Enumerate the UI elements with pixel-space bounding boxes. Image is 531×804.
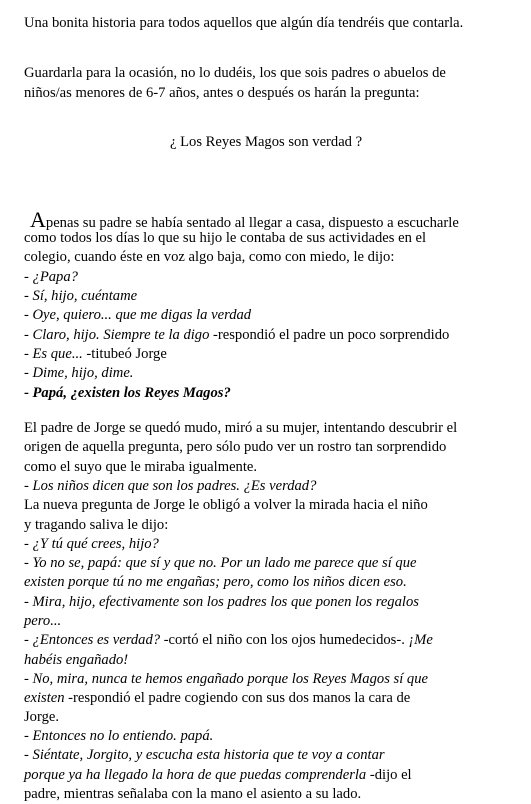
story-text-span: porque ya ha llegado la hora de que puedas comprenderla	[24, 767, 367, 783]
story-line	[24, 766, 412, 785]
story-text-span: -	[24, 478, 33, 494]
story-line	[24, 651, 128, 670]
story-text-span: existen porque tú no me engañas; pero, como los niños dicen eso.	[24, 574, 407, 590]
story-text-span: Jorge.	[24, 709, 59, 725]
story-text-span: padre, mientras señalaba con la mano el asiento a su lado.	[24, 786, 362, 802]
story-line	[24, 689, 410, 708]
story-line	[24, 364, 133, 383]
story-text-span: como todos los días lo que su hijo le contaba de sus actividades en el	[24, 230, 427, 246]
story-text-span: Sí, hijo, cuéntame	[32, 288, 138, 304]
story-text-span: -	[24, 269, 33, 285]
story-text-span: -cortó el niño con los ojos humedecidos-.	[160, 632, 409, 648]
story-text-span: -	[24, 747, 33, 763]
story-text-span: y tragando saliva le dijo:	[24, 517, 169, 533]
story-text-span: -	[24, 632, 33, 648]
story-line	[24, 477, 316, 496]
story-text-span: Mira, hijo, efectivamente son los padres los que ponen los regalos	[32, 594, 419, 610]
story-line	[24, 268, 78, 287]
intro-line: niños/as menores de 6-7 años, antes o después os harán la pregunta:	[24, 85, 420, 101]
story-line	[24, 345, 167, 364]
story-line	[24, 670, 428, 689]
story-text-span: Claro, hijo. Siempre te la digo	[32, 327, 210, 343]
story-line	[24, 229, 426, 248]
story-text-span: -	[24, 385, 33, 401]
story-text-span: -	[24, 327, 33, 343]
story-text-span: pero...	[24, 613, 62, 629]
story-text-span: -dijo el	[366, 767, 412, 783]
story-text-span: -	[24, 671, 33, 687]
story-text-span: Entonces no lo entiendo. papá.	[32, 728, 214, 744]
question-heading: ¿ Los Reyes Magos son verdad ?	[170, 134, 363, 150]
story-text-span: ¿Papa?	[32, 269, 78, 285]
story-text-span: -respondió el padre cogiendo con sus dos manos la cara de	[64, 690, 411, 706]
story-text-span: como el suyo que le miraba igualmente.	[24, 459, 258, 475]
story-line	[24, 535, 159, 554]
story-line	[24, 746, 385, 765]
story-text-span: -titubeó Jorge	[82, 346, 167, 362]
story-text-span: Oye, quiero... que me digas la verdad	[32, 307, 252, 323]
story-text-span: El padre de Jorge se quedó mudo, miró a su mujer, intentando descubrir el	[24, 420, 458, 436]
story-text-span: origen de aquella pregunta, pero sólo pudo ver un rostro tan sorprendido	[24, 439, 447, 455]
drop-cap: A	[30, 207, 46, 232]
story-line	[24, 306, 251, 325]
story-text-span: -	[24, 536, 33, 552]
story-text-span: -	[24, 555, 33, 571]
story-line	[24, 384, 231, 403]
story-text-span: La nueva pregunta de Jorge le obligó a volver la mirada hacia el niño	[24, 497, 428, 513]
story-text-span: Papá, ¿existen los Reyes Magos?	[32, 385, 231, 401]
story-text-span: Dime, hijo, dime.	[32, 365, 134, 381]
story-text-span: -	[24, 307, 33, 323]
story-line	[24, 554, 417, 573]
story-text-span: -respondió el padre un poco sorprendido	[209, 327, 450, 343]
story-text-span: -	[24, 288, 33, 304]
story-line	[24, 631, 433, 650]
story-line	[24, 573, 407, 592]
story-text-span: Yo no se, papá: que sí y que no. Por un lado me parece que sí que	[32, 555, 417, 571]
story-line	[24, 438, 446, 457]
story-text-span: ¿Y tú qué crees, hijo?	[32, 536, 159, 552]
story-text-span: habéis engañado!	[24, 652, 129, 668]
story-line	[24, 612, 61, 631]
story-text-span: colegio, cuando éste en voz algo baja, como con miedo, le dijo:	[24, 249, 395, 265]
story-text-span: ¿Entonces es verdad?	[32, 632, 161, 648]
story-text-span: ¡Me	[408, 632, 433, 648]
story-line	[24, 727, 213, 746]
story-line	[24, 287, 137, 306]
story-text-span: -	[24, 346, 33, 362]
story-text-span: -	[24, 728, 33, 744]
story-text-span: penas su padre se había sentado al llegar a casa, dispuesto a escucharle	[45, 215, 459, 231]
story-text-span: Siéntate, Jorgito, y escucha esta historia que te voy a contar	[32, 747, 385, 763]
story-line	[24, 516, 168, 535]
story-line	[24, 496, 428, 515]
story-line	[24, 458, 257, 477]
story-text-span: existen	[24, 690, 65, 706]
story-line	[24, 419, 457, 438]
story-text-span: -	[24, 594, 33, 610]
intro-line: Una bonita historia para todos aquellos que algún día tendréis que contarla.	[24, 15, 464, 31]
story-line	[24, 248, 394, 267]
story-text-span: No, mira, nunca te hemos engañado porque los Reyes Magos sí que	[32, 671, 428, 687]
intro-line: Guardarla para la ocasión, no lo dudéis, los que sois padres o abuelos de	[24, 65, 446, 81]
story-line	[24, 593, 419, 612]
story-line	[24, 708, 59, 727]
story-line	[24, 785, 361, 804]
story-text-span: Es que...	[32, 346, 83, 362]
story-text-span: Los niños dicen que son los padres. ¿Es verdad?	[32, 478, 317, 494]
story-text-span: -	[24, 365, 33, 381]
story-line	[24, 326, 449, 345]
